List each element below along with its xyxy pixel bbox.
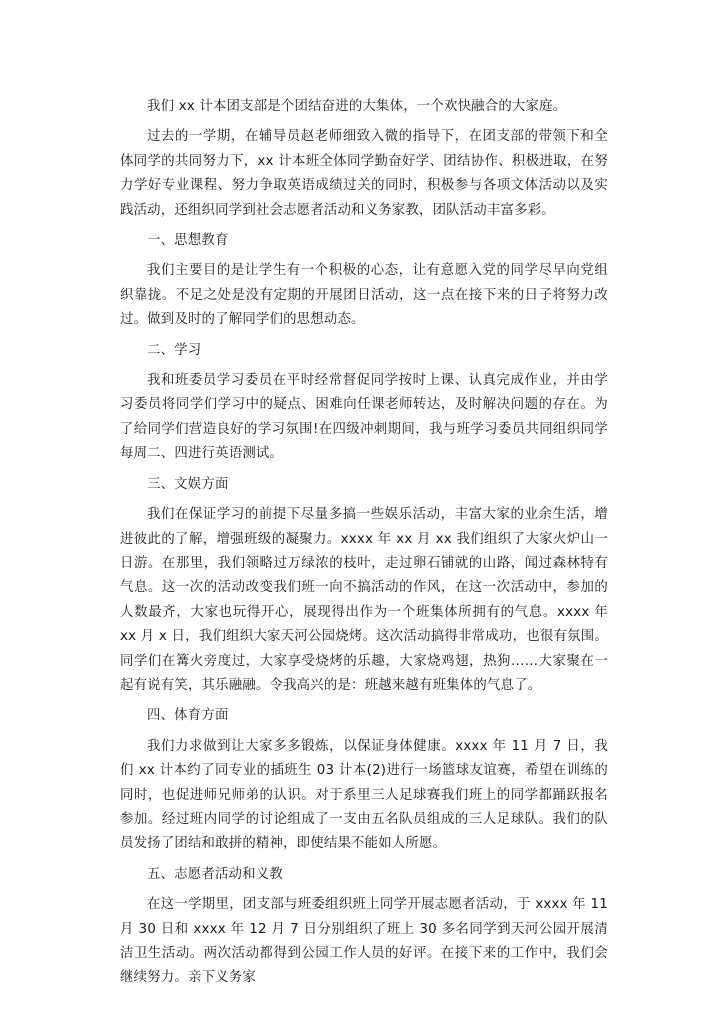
ideology-paragraph: 我们主要目的是让学生有一个积极的心态，让有意愿入党的同学尽早向党组织靠拢。不足之处是没有定期的开展团日活动，这一点在接下来的日子将努力改过。做到及时的了解同学们的思想动态。 [120,263,608,328]
overview-paragraph: 过去的一学期，在辅导员赵老师细致入微的指导下，在团支部的带领下和全体同学的共同努力下，xx 计本班全体同学勤奋好学、团结协作、积极进取，在努力学好专业课程、努力争取英语成绩过关的同时，积极参与各项文体活动以及实践活动，还组织同学到社会志愿者活动和义务家教，团队活动丰富多彩。 [120,129,608,218]
entertainment-paragraph: 我们在保证学习的前提下尽量多搞一些娱乐活动，丰富大家的业余生活，增进彼此的了解，增强班级的凝聚力。xxxx 年 xx 月 xx 我们组织了大家火炉山一日游。在那里，我们领略过万绿浓的枝叶，走过卵石铺就的山路，闻过森林特有气息。这一次的活动改变我们班一向不搞活动的作风，在这一次活动中，参加的人数最齐，大家也玩得开心，展现得出作为一个班集体所拥有的气息。xxxx 年 xx 月 x 日，我们组织大家天河公园烧烤。这次活动搞得非常成功，也很有氛围。同学们在篝火旁度过，大家享受烧烤的乐趣，大家烧鸡翅，热狗……大家聚在一起有说有笑，其乐融融。令我高兴的是：班越来越有班集体的气息了。 [120,507,608,693]
section-heading-study: 二、学习 [147,342,202,358]
section-heading-ideology: 一、思想教育 [147,233,229,249]
sports-paragraph: 我们力求做到让大家多多锻炼，以保证身体健康。xxxx 年 11 月 7 日，我们 xx 计本约了同专业的插班生 03 计本(2)进行一场篮球友谊赛，希望在训练的同时，也促进师兄师弟的认识。对于系里三人足球赛我们班上的同学都踊跃报名参加。经过班内同学的讨论组成了一支由五名队员组成的三人足球队。我们的队员发扬了团结和敢拼的精神，即使结果不能如人所愿。 [120,738,608,852]
volunteer-paragraph: 在这一学期里，团支部与班委组织班上同学开展志愿者活动，于 xxxx 年 11 月 30 日和 xxxx 年 12 月 7 日分别组织了班上 30 多名同学到天河公园开展清洁卫生活动。两次活动都得到公园工作人员的好评。在接下来的工作中，我们会继续努力。亲下义务家 [120,897,608,986]
study-paragraph: 我和班委员学习委员在平时经常督促同学按时上课、认真完成作业，并由学习委员将同学们学习中的疑点、困难向任课老师转达，及时解决问题的存在。为了给同学们营造良好的学习氛围!在四级冲刺期间，我与班学习委员共同组织同学每周二、四进行英语测试。 [120,373,608,462]
section-heading-sports: 四、体育方面 [147,708,229,724]
intro-paragraph: 我们 xx 计本团支部是个团结奋进的大集体，一个欢快融合的大家庭。 [147,99,567,114]
document-body [120,95,608,997]
section-heading-entertainment: 三、文娱方面 [147,476,229,492]
section-heading-volunteer: 五、志愿者活动和义教 [147,866,283,882]
